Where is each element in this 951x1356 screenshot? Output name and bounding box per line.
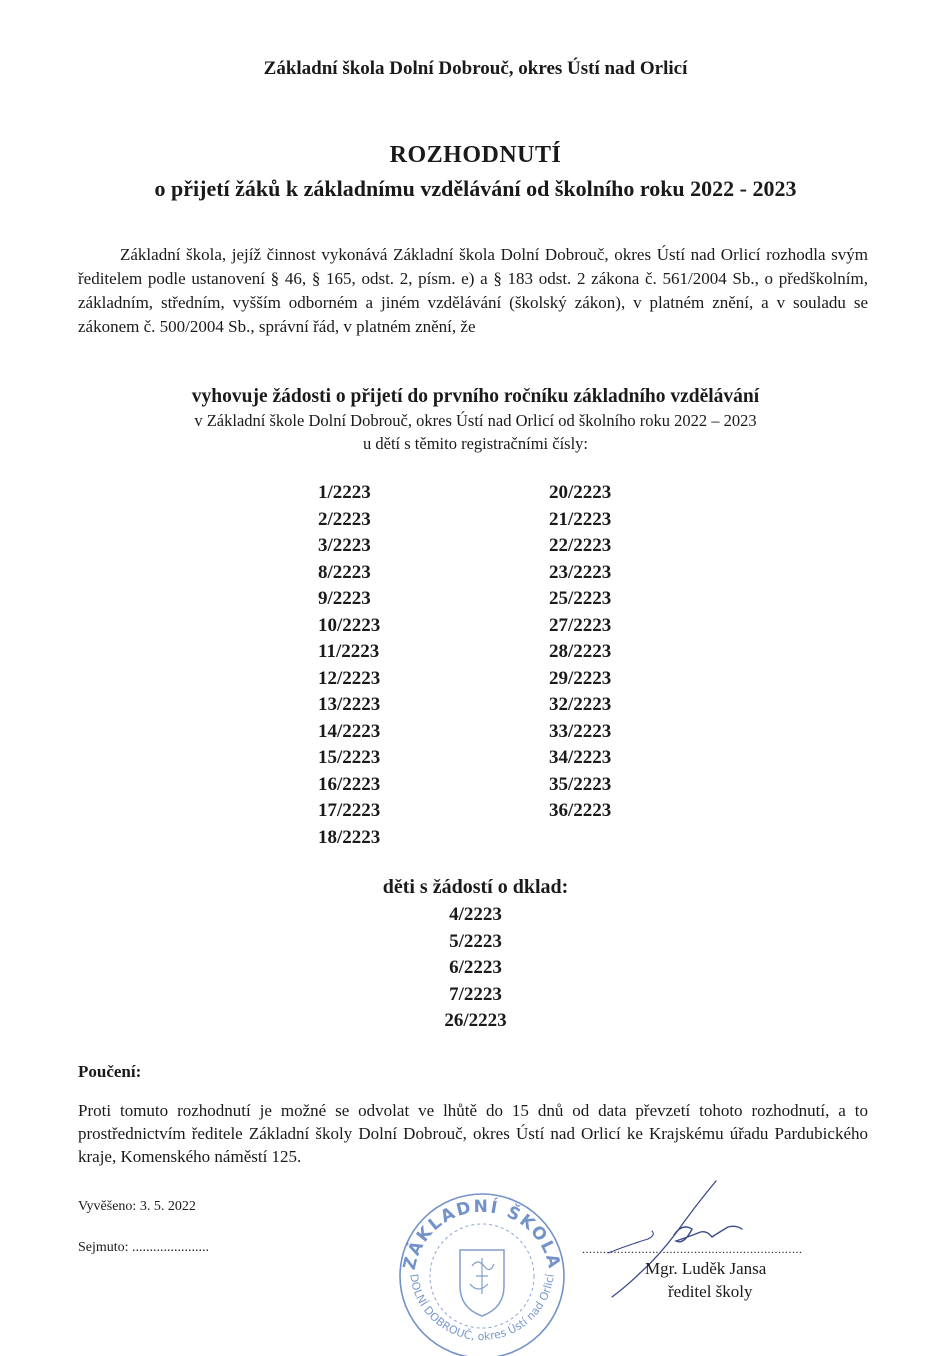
registration-number: 9/2223: [318, 588, 371, 609]
deferral-number: 5/2223: [449, 930, 502, 952]
registration-number: 14/2223: [318, 720, 381, 742]
registration-number: 34/2223: [549, 747, 612, 768]
registration-number: 33/2223: [549, 720, 612, 742]
deferral-number: 4/2223: [449, 904, 502, 925]
stamp-top-text: ZÁKLADNÍ ŠKOLA: [399, 1196, 565, 1272]
deferral-number: 7/2223: [449, 983, 502, 1005]
intro-paragraph: [78, 243, 868, 339]
registration-number: 8/2223: [318, 561, 371, 583]
registration-number: 36/2223: [549, 800, 612, 821]
notice-heading: Poučení:: [78, 1062, 142, 1081]
decision-school-line: v Základní škole Dolní Dobrouč, okres Ústí nad Orlicí od školního roku 2022 – 2023: [194, 411, 757, 430]
registration-number: 29/2223: [549, 667, 612, 689]
registration-number: 23/2223: [549, 561, 612, 583]
posted-date: Vyvěšeno: 3. 5. 2022: [78, 1199, 196, 1214]
signer-role: ředitel školy: [668, 1282, 753, 1301]
admitted-list-right: [549, 480, 611, 825]
registration-number: 10/2223: [318, 614, 381, 636]
registration-number: 3/2223: [318, 535, 371, 556]
coat-of-arms-icon: [460, 1250, 504, 1316]
registration-number: 27/2223: [549, 614, 612, 636]
registration-number: 11/2223: [318, 641, 380, 662]
school-name: Základní škola Dolní Dobrouč, okres Ústí nad Orlicí: [263, 58, 688, 79]
registration-number: 16/2223: [318, 773, 381, 795]
decision-statement: vyhovuje žádosti o přijetí do prvního ročníku základního vzdělávání: [191, 386, 760, 407]
registration-number: 28/2223: [549, 641, 612, 662]
registration-number: 15/2223: [318, 747, 381, 768]
registration-number: 13/2223: [318, 694, 381, 715]
deferral-list: [0, 902, 951, 1035]
registration-number: 32/2223: [549, 694, 612, 715]
notice-body: Proti tomuto rozhodnutí je možné se odvolat ve lhůtě do 15 dnů od data převzetí tohoto rozhodnutí, a to prostřednictvím ředitele Základní školy Dolní Dobrouč, okres Ústí nad Orlicí ke Krajskému úřadu Pardubického kraje, Komenského náměstí 125.: [78, 1101, 868, 1166]
notice-text: [78, 1076, 868, 1168]
decision-children-line: u dětí s těmito registračními čísly:: [363, 434, 588, 453]
registration-number: 18/2223: [318, 826, 381, 848]
registration-number: 25/2223: [549, 588, 612, 609]
stamp-bottom-text: DOLNÍ DOBROUČ, okres Ústí nad Orlicí: [407, 1272, 557, 1344]
removed-date: Sejmuto: ......................: [78, 1240, 210, 1255]
deferral-number: 26/2223: [444, 1010, 507, 1031]
registration-number: 1/2223: [318, 482, 371, 503]
signer-name: Mgr. Luděk Jansa: [645, 1259, 767, 1278]
registration-number: 12/2223: [318, 667, 381, 689]
registration-number: 22/2223: [549, 535, 612, 556]
registration-number: 21/2223: [549, 508, 612, 530]
deferral-heading: děti s žádostí o dklad:: [382, 876, 569, 898]
registration-number: 20/2223: [549, 482, 612, 503]
school-stamp: [392, 1188, 572, 1356]
document-subtitle: o přijetí žáků k základnímu vzdělávání od školního roku 2022 - 2023: [154, 176, 797, 201]
admitted-list-left: [318, 480, 380, 851]
document-title: ROZHODNUTÍ: [389, 142, 562, 168]
registration-number: 2/2223: [318, 508, 371, 530]
signature-line: ...............................................................: [582, 1242, 803, 1256]
registration-number: 17/2223: [318, 800, 381, 821]
deferral-number: 6/2223: [449, 957, 502, 978]
registration-number: 35/2223: [549, 773, 612, 795]
intro-text: Základní škola, jejíž činnost vykonává Základní škola Dolní Dobrouč, okres Ústí nad Orlicí rozhodla svým ředitelem podle ustanovení § 46, § 165, odst. 2, písm. e) a § 183 odst. 2 zákona č. 561/2004 Sb., o předškolním, základním, středním, vyšším odborném a jiném vzdělávání (školský zákon), v platném znění, a v souladu se zákonem č. 500/2004 Sb., správní řád, v platném znění, že: [78, 245, 868, 336]
